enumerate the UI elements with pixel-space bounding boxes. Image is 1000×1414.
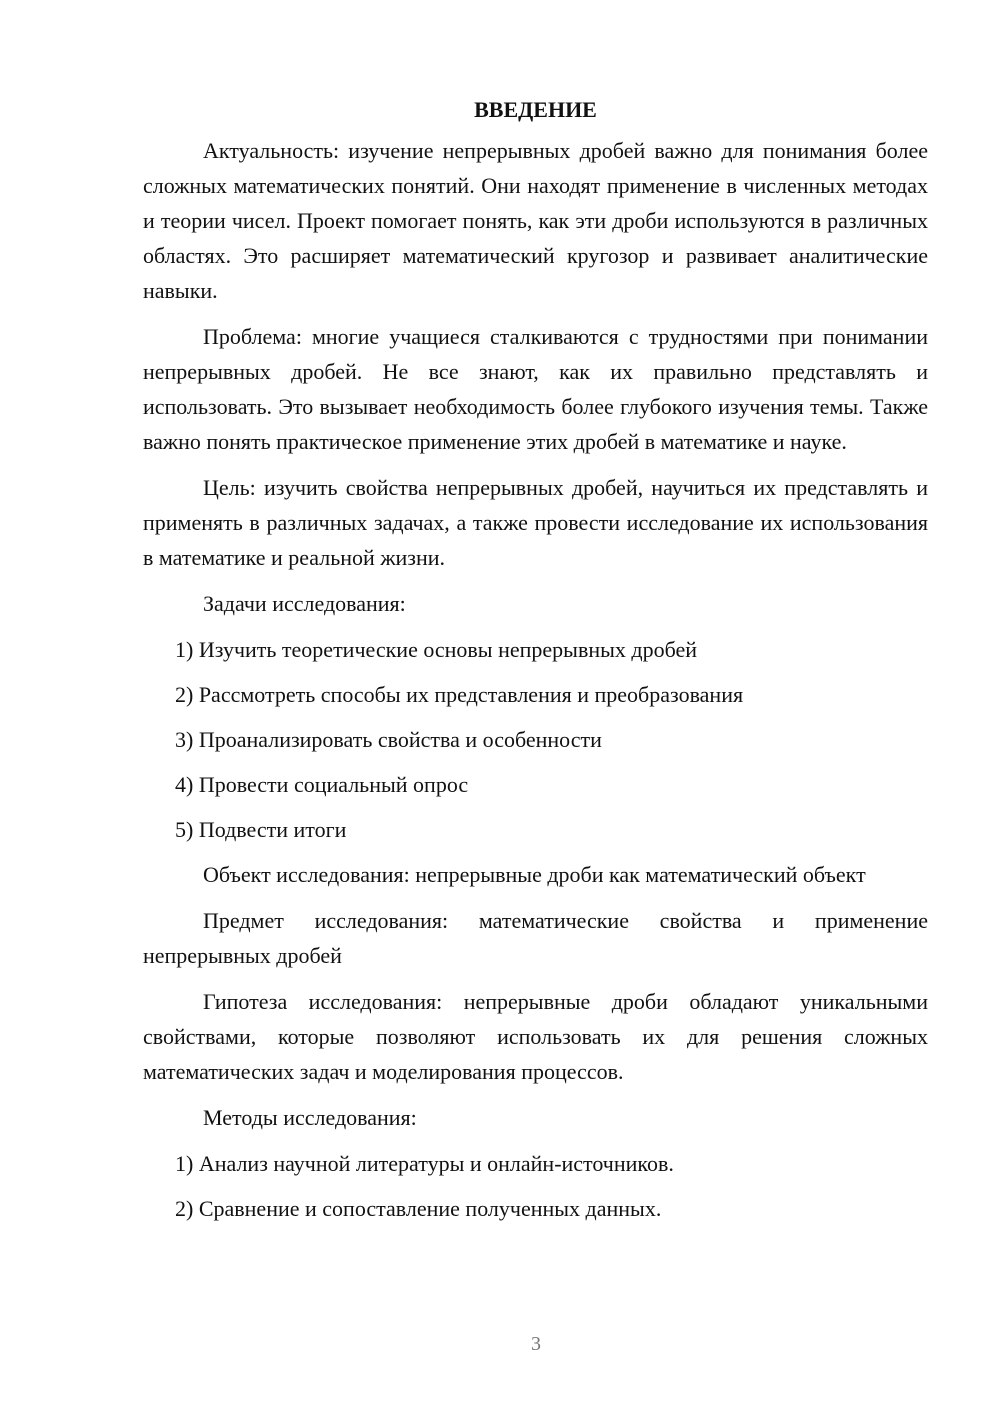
methods-list: [143, 1146, 928, 1226]
document-page: [143, 92, 928, 1236]
list-item: 2) Сравнение и сопоставление полученных данных.: [175, 1196, 662, 1221]
object-paragraph: Объект исследования: непрерывные дроби как математический объект: [203, 862, 866, 887]
relevance-paragraph: Актуальность: изучение непрерывных дробей важно для понимания более сложных математических понятий. Они находят применение в численных методах и теории чисел. Проект помогает понять, как эти дроби используются в различных областях. Это расширяет математический кругозор и развивает аналитические навыки.: [143, 138, 928, 303]
list-item: 3) Проанализировать свойства и особенности: [175, 727, 602, 752]
list-item: 1) Изучить теоретические основы непрерывных дробей: [175, 637, 698, 662]
goal-paragraph: Цель: изучить свойства непрерывных дробей, научиться их представлять и применять в различных задачах, а также провести исследование их использования в математике и реальной жизни.: [143, 475, 928, 570]
tasks-heading: Задачи исследования:: [203, 591, 406, 616]
list-item: 1) Анализ научной литературы и онлайн-источников.: [175, 1151, 674, 1176]
page-number: 3: [531, 1333, 541, 1355]
subject-paragraph: Предмет исследования: математические свойства и применение непрерывных дробей: [143, 908, 928, 968]
problem-paragraph: Проблема: многие учащиеся сталкиваются с трудностями при понимании непрерывных дробей. Не все знают, как их правильно представлять и использовать. Это вызывает необходимость более глубокого изучения темы. Также важно понять практическое применение этих дробей в математике и науке.: [143, 324, 928, 454]
hypothesis-paragraph: Гипотеза исследования: непрерывные дроби обладают уникальными свойствами, которые позволяют использовать их для решения сложных математических задач и моделирования процессов.: [143, 989, 928, 1084]
tasks-list: [143, 632, 928, 847]
section-title: ВВЕДЕНИЕ: [474, 97, 597, 122]
list-item: 4) Провести социальный опрос: [175, 772, 469, 797]
list-item: 2) Рассмотреть способы их представления и преобразования: [175, 682, 744, 707]
list-item: 5) Подвести итоги: [175, 817, 347, 842]
methods-heading: Методы исследования:: [203, 1105, 417, 1130]
